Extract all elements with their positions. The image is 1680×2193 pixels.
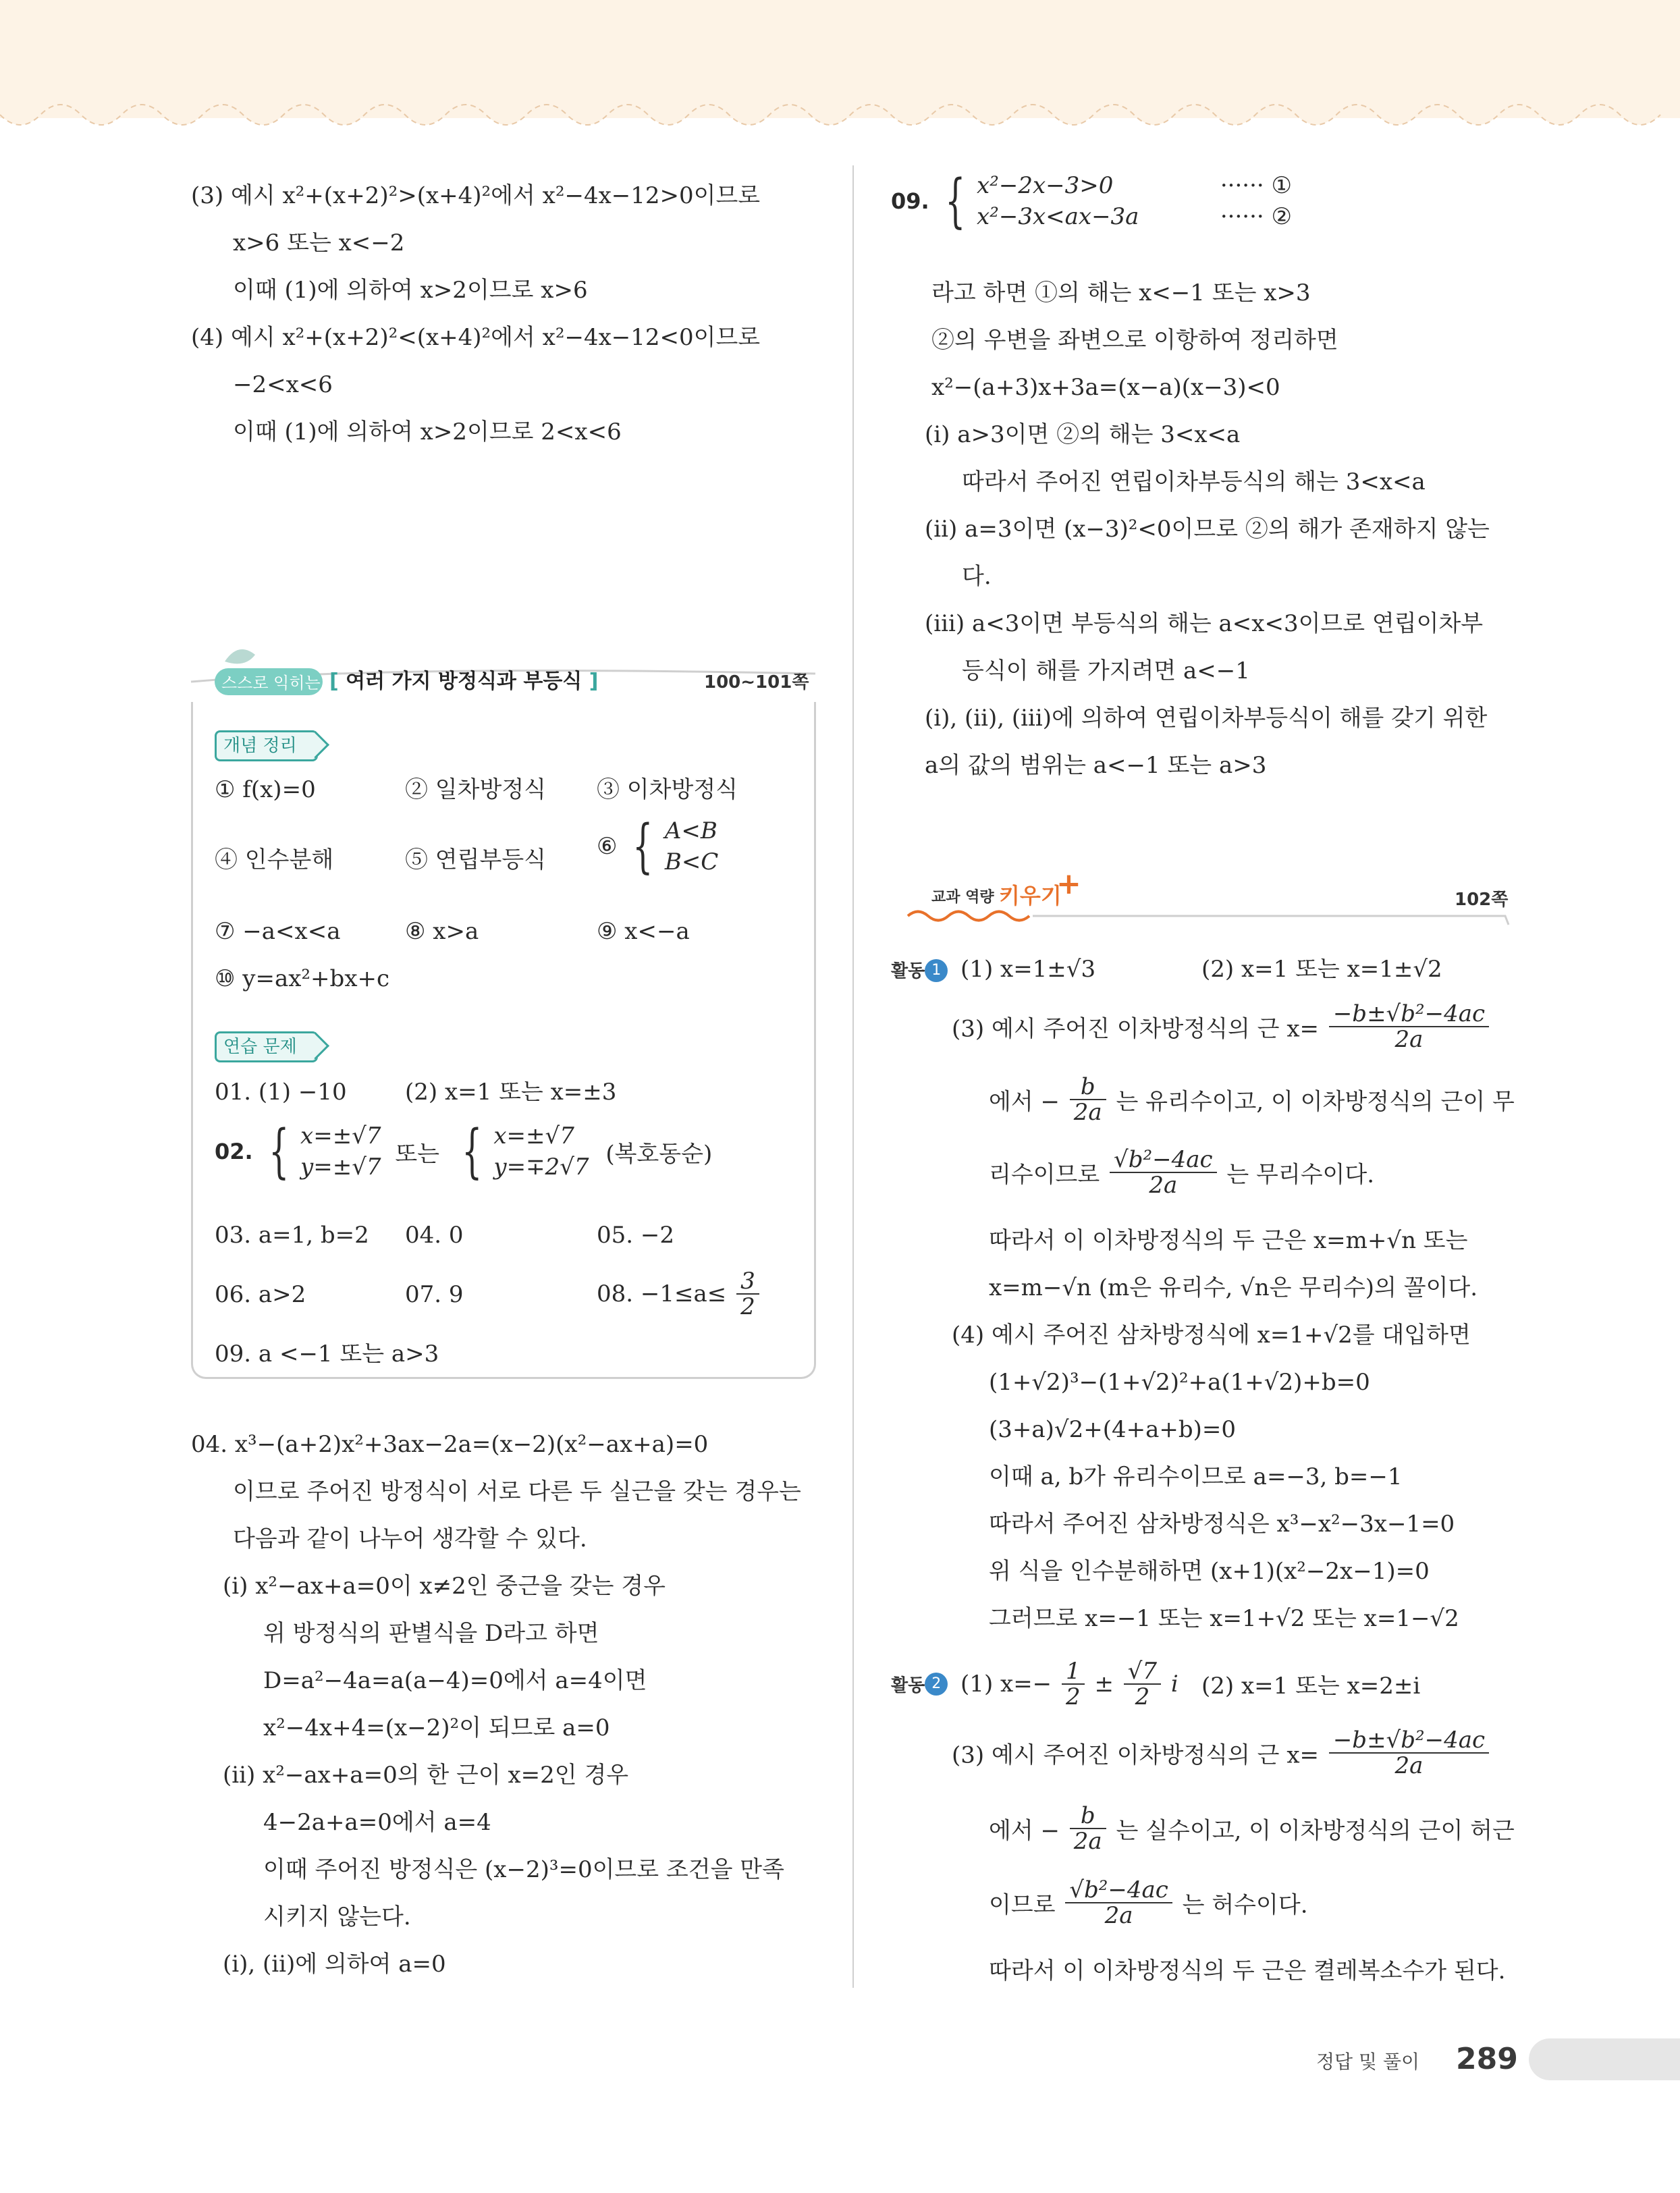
section-title: [ 여러 가지 방정식과 부등식 ]: [329, 670, 599, 693]
activity1-3-l1: (3) 예시 주어진 이차방정식의 근 x= $\frac{\text{−b±√b²−4ac}}{2a}$: [952, 1002, 1492, 1052]
page-tab: [1529, 2038, 1680, 2080]
plus-icon: +: [1056, 867, 1081, 901]
answer-07: 07. 9: [405, 1281, 464, 1308]
answer-09: 09. a <−1 또는 a>3: [215, 1341, 439, 1368]
q09-l6: (ⅱ) a=3이면 (x−3)²<0이므로 ②의 해가 존재하지 않는: [925, 516, 1490, 543]
activity2-3-l2: 에서 − $\frac{b}{2a}$ 는 실수이고, 이 이차방정식의 근이 허근: [989, 1802, 1515, 1855]
activity1-answers: 활동 1 (1) x=1±√3: [891, 956, 1096, 983]
footer-label: 정답 및 풀이: [1316, 2051, 1420, 2073]
activity2-3-l1: (3) 예시 주어진 이차방정식의 근 x= $\frac{\text{−b±√b²−4ac}}{2a}$: [952, 1728, 1492, 1778]
p4-line1: (4) 예시 x²+(x+2)²<(x+4)²에서 x²−4x−12<0이므로: [191, 324, 761, 351]
q04-l9: 4−2a+a=0에서 a=4: [263, 1809, 491, 1836]
q04-l5: 위 방정식의 판별식을 D라고 하면: [263, 1620, 599, 1647]
section-header: [188, 661, 815, 702]
q04-l3: 다음과 같이 나누어 생각할 수 있다.: [233, 1525, 587, 1552]
activity-header-small: 교과 역량: [931, 889, 994, 906]
activity2-3-l3: 이므로 $\frac{\text{√b²−4ac}}{2a}$ 는 허수이다.: [989, 1876, 1308, 1929]
p4-line2: −2<x<6: [233, 371, 333, 398]
concept-10: ⑩ y=ax²+bx+c: [215, 965, 390, 992]
q09-l2: ②의 우변을 좌변으로 이항하여 정리하면: [931, 327, 1338, 354]
answer-06: 06. a>2: [215, 1281, 306, 1308]
q04-l1: 04. x³−(a+2)x²+3ax−2a=(x−2)(x²−ax+a)=0: [191, 1431, 709, 1458]
answer-01b: (2) x=1 또는 x=±3: [405, 1079, 617, 1106]
concept-2: ② 일차방정식: [405, 776, 547, 803]
q09-l4: (ⅰ) a>3이면 ②의 해는 3<x<a: [925, 421, 1241, 448]
concept-9: ⑨ x<−a: [597, 918, 690, 945]
column-divider: [852, 165, 854, 1988]
answer-05: 05. −2: [597, 1222, 674, 1249]
activity-header: [904, 867, 1512, 925]
p3-line1: (3) 예시 x²+(x+2)²>(x+4)²에서 x²−4x−12>0이므로: [191, 182, 761, 209]
activity-pages: 102쪽: [1455, 890, 1509, 910]
activity1-2: (2) x=1 또는 x=1±√2: [1201, 956, 1442, 983]
leaf-icon: [225, 649, 255, 664]
q09-l11: a의 값의 범위는 a<−1 또는 a>3: [925, 752, 1267, 779]
q09-l10: (ⅰ), (ⅱ), (ⅲ)에 의하여 연립이차부등식이 해를 갖기 위한: [925, 705, 1488, 732]
activity1-4-l6: 위 식을 인수분해하면 (x+1)(x²−2x−1)=0: [989, 1558, 1430, 1585]
activity1-3-l2: 에서 − $\frac{b}{2a}$ 는 유리수이고, 이 이차방정식의 근이 무: [989, 1073, 1515, 1126]
page-number: 289: [1456, 2042, 1518, 2076]
q09-l1: 라고 하면 ①의 해는 x<−1 또는 x>3: [931, 279, 1311, 306]
activity1-3-l4: 따라서 이 이차방정식의 두 근은 x=m+√n 또는: [989, 1227, 1468, 1254]
activity1-4-l3: (3+a)√2+(4+a+b)=0: [989, 1416, 1236, 1443]
concept-4: ④ 인수분해: [215, 846, 334, 873]
concept-1: ① f(x)=0: [215, 776, 316, 803]
activity1-4-l7: 그러므로 x=−1 또는 x=1+√2 또는 x=1−√2: [989, 1605, 1459, 1632]
activity1-4-l4: 이때 a, b가 유리수이므로 a=−3, b=−1: [989, 1463, 1403, 1490]
activity2-2: (2) x=1 또는 x=2±i: [1201, 1673, 1421, 1700]
self-study-label: 스스로 익히는: [221, 674, 321, 693]
q04-l7: x²−4x+4=(x−2)²이 되므로 a=0: [263, 1714, 610, 1741]
q04-l11: 시키지 않는다.: [263, 1903, 411, 1930]
concept-8: ⑧ x>a: [405, 918, 479, 945]
q09-system: 09. { x²−2x−3>0 x²−3x<ax−3a ······ ① ······ ②: [891, 167, 1292, 235]
activity1-3-l3: 리수이므로 $\frac{\text{√b²−4ac}}{2a}$ 는 무리수이다.: [989, 1146, 1375, 1199]
concept-3: ③ 이차방정식: [597, 776, 738, 803]
q09-l7: 다.: [962, 563, 992, 590]
q09-l3: x²−(a+3)x+3a=(x−a)(x−3)<0: [931, 374, 1280, 401]
activity2-1: 활동 2 (1) x=− $\frac{1}{2}$ ± $\frac{√7}{2}$ i: [891, 1658, 1178, 1710]
answer-04: 04. 0: [405, 1222, 464, 1249]
p4-line3: 이때 (1)에 의하여 x>2이므로 2<x<6: [233, 418, 622, 445]
p3-line3: 이때 (1)에 의하여 x>2이므로 x>6: [233, 277, 588, 304]
q09-l8: (ⅲ) a<3이면 부등식의 해는 a<x<3이므로 연립이차부: [925, 610, 1484, 637]
practice-label: 연습 문제: [215, 1031, 318, 1062]
activity-header-big: 키우기: [999, 883, 1062, 909]
activity1-4-l2: (1+√2)³−(1+√2)²+a(1+√2)+b=0: [989, 1369, 1370, 1396]
concept-7: ⑦ −a<x<a: [215, 918, 341, 945]
activity-header-wave: [904, 906, 1512, 926]
answer-08: 08. −1≤a≤ $\frac{3}{2}$: [597, 1269, 762, 1319]
activity1-3-l5: x=m−√n (m은 유리수, √n은 무리수)의 꼴이다.: [989, 1274, 1478, 1301]
p3-line2: x>6 또는 x<−2: [233, 229, 405, 256]
q09-l5: 따라서 주어진 연립이차부등식의 해는 3<x<a: [962, 468, 1426, 495]
q04-l4: (ⅰ) x²−ax+a=0이 x≠2인 중근을 갖는 경우: [223, 1573, 666, 1600]
q04-l10: 이때 주어진 방정식은 (x−2)³=0이므로 조건을 만족: [263, 1856, 784, 1883]
q04-l12: (ⅰ), (ⅱ)에 의하여 a=0: [223, 1951, 446, 1978]
activity1-4-l5: 따라서 주어진 삼차방정식은 x³−x²−3x−1=0: [989, 1511, 1455, 1538]
q09-l9: 등식이 해를 가지려면 a<−1: [962, 657, 1250, 684]
top-wave-decoration: [0, 94, 1680, 142]
answer-03: 03. a=1, b=2: [215, 1222, 369, 1249]
answer-01: 01. (1) −10: [215, 1079, 347, 1106]
activity2-3-l4: 따라서 이 이차방정식의 두 근은 켤레복소수가 된다.: [989, 1957, 1506, 1984]
q04-l8: (ⅱ) x²−ax+a=0의 한 근이 x=2인 경우: [223, 1762, 629, 1789]
section-pages: 100~101쪽: [704, 672, 809, 693]
answer-02: 02. { x=±√7 y=±√7 또는 { x=±√7 y=∓2√7 (복호동순): [215, 1118, 713, 1185]
q04-l2: 이므로 주어진 방정식이 서로 다른 두 실근을 갖는 경우는: [233, 1478, 801, 1505]
activity1-4-l1: (4) 예시 주어진 삼차방정식에 x=1+√2를 대입하면: [952, 1322, 1471, 1349]
concept-label: 개념 정리: [215, 730, 318, 761]
q04-l6: D=a²−4a=a(a−4)=0에서 a=4이면: [263, 1667, 647, 1694]
concept-5: ⑤ 연립부등식: [405, 846, 547, 873]
concept-6: ⑥ { A<B B<C: [597, 813, 719, 880]
